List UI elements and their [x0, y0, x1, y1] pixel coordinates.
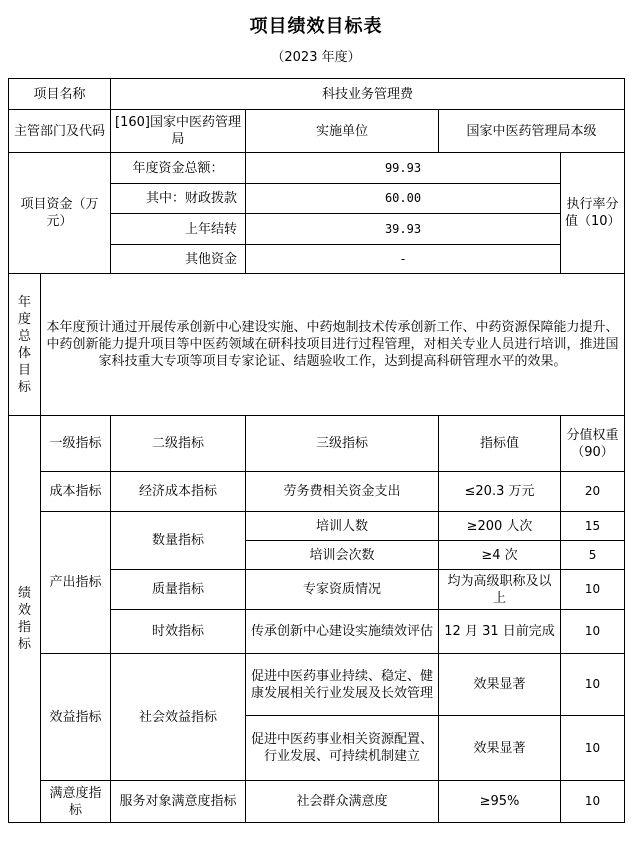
- benefit-1-weight: 10: [561, 654, 625, 716]
- fund-total-value: 99.93: [246, 153, 561, 184]
- quality-level3: 专家资质情况: [246, 570, 439, 610]
- fund-row: [9, 153, 625, 184]
- annual-goal-label: 年度总体目标: [9, 274, 41, 416]
- indicator-row: [9, 654, 625, 716]
- benefit-2-weight: 10: [561, 716, 625, 781]
- satisfaction-level2: 服务对象满意度指标: [111, 781, 246, 823]
- fund-total-label: 年度资金总额：: [111, 153, 246, 184]
- indicator-row: [9, 512, 625, 541]
- cost-weight: 20: [561, 472, 625, 512]
- satisfaction-weight: 10: [561, 781, 625, 823]
- benefit-2-value: 效果显著: [439, 716, 561, 781]
- table-title: 项目绩效目标表: [249, 16, 383, 37]
- quality-level2: 质量指标: [111, 570, 246, 610]
- table-year: （2023 年度）: [271, 50, 361, 65]
- benefit-2-level3: 促进中医药事业相关资源配置、行业发展、可持续机制建立: [246, 716, 439, 781]
- cost-level1: 成本指标: [41, 472, 111, 512]
- indicator-row: [9, 781, 625, 823]
- header-level3: 三级指标: [246, 416, 439, 472]
- fund-other-label: 其他资金: [111, 245, 246, 274]
- header-value: 指标值: [439, 416, 561, 472]
- quality-value: 均为高级职称及以上: [439, 570, 561, 610]
- header-level2: 二级指标: [111, 416, 246, 472]
- trainee-count-weight: 15: [561, 512, 625, 541]
- satisfaction-level3: 社会群众满意度: [246, 781, 439, 823]
- header-weight: 分值权重（90）: [561, 416, 625, 472]
- project-name-value: 科技业务管理费: [111, 79, 625, 110]
- training-sessions-value: ≥4 次: [439, 541, 561, 570]
- fund-carryover-value: 39.93: [246, 214, 561, 245]
- timeliness-weight: 10: [561, 610, 625, 654]
- timeliness-level3: 传承创新中心建设实施绩效评估: [246, 610, 439, 654]
- dept-value: [160]国家中医药管理局: [111, 110, 246, 153]
- annual-goal-text: 本年度预计通过开展传承创新中心建设实施、中药炮制技术传承创新工作、中药资源保障能力提升、中药创新能力提升项目等中医药领域在研科技项目进行过程管理，对相关专业人员进行培训，推进国家科技重大专项等项目专家论证、结题验收工作，达到提高科研管理水平的效果。: [41, 274, 625, 416]
- trainee-count-level3: 培训人数: [246, 512, 439, 541]
- trainee-count-value: ≥200 人次: [439, 512, 561, 541]
- benefit-1-level3: 促进中医药事业持续、稳定、健康发展相关行业发展及长效管理: [246, 654, 439, 716]
- fund-fiscal-label: 其中：财政拨款: [111, 184, 246, 214]
- fund-other-value: -: [246, 245, 561, 274]
- impl-unit-label: 实施单位: [246, 110, 439, 153]
- satisfaction-value: ≥95%: [439, 781, 561, 823]
- cost-level2: 经济成本指标: [111, 472, 246, 512]
- header-level1: 一级指标: [41, 416, 111, 472]
- row-annual-goal: [9, 274, 625, 416]
- quality-weight: 10: [561, 570, 625, 610]
- indicators-label: 绩效指标: [9, 416, 41, 823]
- indicator-header-row: [9, 416, 625, 472]
- impl-unit-value: 国家中医药管理局本级: [439, 110, 625, 153]
- fund-fiscal-value: 60.00: [246, 184, 561, 214]
- training-sessions-weight: 5: [561, 541, 625, 570]
- benefit-level1: 效益指标: [41, 654, 111, 781]
- cost-level3: 劳务费相关资金支出: [246, 472, 439, 512]
- row-project-name: [9, 79, 625, 110]
- benefit-level2: 社会效益指标: [111, 654, 246, 781]
- fund-carryover-label: 上年结转: [111, 214, 246, 245]
- funds-label: 项目资金（万元）: [9, 153, 111, 274]
- timeliness-level2: 时效指标: [111, 610, 246, 654]
- dept-label: 主管部门及代码: [9, 110, 111, 153]
- execution-rate-score: 执行率分值（10）: [561, 153, 625, 274]
- quantity-level2: 数量指标: [111, 512, 246, 570]
- indicator-row: [9, 472, 625, 512]
- project-name-label: 项目名称: [9, 79, 111, 110]
- performance-table: [8, 78, 625, 823]
- row-department: [9, 110, 625, 153]
- benefit-1-value: 效果显著: [439, 654, 561, 716]
- cost-value: ≤20.3 万元: [439, 472, 561, 512]
- timeliness-value: 12 月 31 日前完成: [439, 610, 561, 654]
- output-level1: 产出指标: [41, 512, 111, 654]
- training-sessions-level3: 培训会次数: [246, 541, 439, 570]
- satisfaction-level1: 满意度指标: [41, 781, 111, 823]
